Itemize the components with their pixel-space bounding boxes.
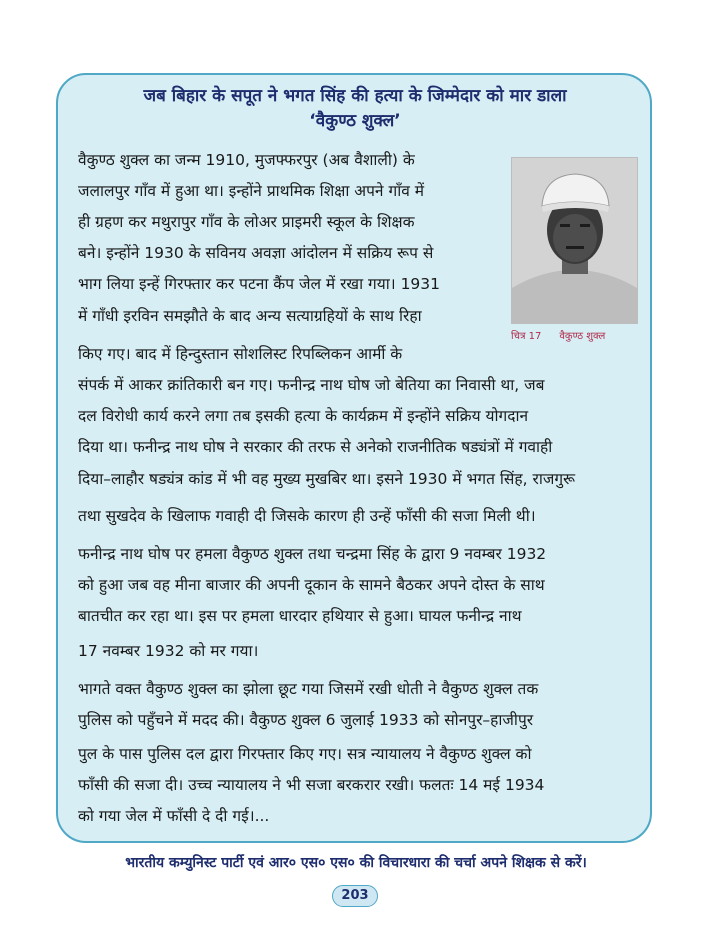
text-line: में गाँधी इरविन समझौते के बाद अन्य सत्याग्रहियों के साथ रिहा xyxy=(78,307,422,325)
text-line: पुल के पास पुलिस दल द्वारा गिरफ्तार किए गए। सत्र न्यायालय ने वैकुण्ठ शुक्ल को xyxy=(78,745,532,763)
text-line: भागते वक्त वैकुण्ठ शुक्ल का झोला छूट गया जिसमें रखी धोती ने वैकुण्ठ शुक्ल तक xyxy=(78,680,539,698)
heading-line-2: ‘वैकुण्ठ शुक्ल’ xyxy=(309,111,401,131)
text-line: संपर्क में आकर क्रांतिकारी बन गए। फनीन्द्र नाथ घोष जो बेतिया का निवासी था, जब xyxy=(78,376,545,394)
portrait-photo xyxy=(511,157,638,324)
figure-caption xyxy=(511,330,638,344)
text-line: को हुआ जब वह मीना बाजार की अपनी दूकान के सामने बैठकर अपने दोस्त के साथ xyxy=(78,576,545,594)
text-line: बातचीत कर रहा था। इस पर हमला धारदार हथियार से हुआ। घायल फनीन्द्र नाथ xyxy=(78,607,522,625)
text-line: बने। इन्होंने 1930 के सविनय अवज्ञा आंदोलन में सक्रिय रूप से xyxy=(78,244,434,262)
text-line: को गया जेल में फाँसी दे दी गई।... xyxy=(78,807,270,825)
activity-note: भारतीय कम्युनिस्ट पार्टी एवं आर० एस० एस० की विचारधारा की चर्चा अपने शिक्षक से करें। xyxy=(125,855,587,871)
text-line: तथा सुखदेव के खिलाफ गवाही दी जिसके कारण ही उन्हें फाँसी की सजा मिली थी। xyxy=(78,507,536,525)
text-line: पुलिस को पहुँचने में मदद की। वैकुण्ठ शुक्ल 6 जुलाई 1933 को सोनपुर–हाजीपुर xyxy=(78,711,534,729)
page-number: 203 xyxy=(332,885,378,907)
figure-number: चित्र 17 xyxy=(511,331,542,342)
text-line: भाग लिया इन्हें गिरफ्तार कर पटना कैंप जेल में रखा गया। 1931 xyxy=(78,275,441,293)
text-line: ही ग्रहण कर मथुरापुर गाँव के लोअर प्राइमरी स्कूल के शिक्षक xyxy=(78,213,415,231)
text-line: फाँसी की सजा दी। उच्च न्यायालय ने भी सजा बरकरार रखी। फलतः 14 मई 1934 xyxy=(78,776,545,794)
text-line: 17 नवम्बर 1932 को मर गया। xyxy=(78,642,259,660)
text-line: दल विरोधी कार्य करने लगा तब इसकी हत्या के कार्यक्रम में इन्होंने सक्रिय योगदान xyxy=(78,407,529,425)
text-line: दिया था। फनीन्द्र नाथ घोष ने सरकार की तरफ से अनेको राजनीतिक षड्यंत्रों में गवाही xyxy=(78,438,553,456)
text-line: वैकुण्ठ शुक्ल का जन्म 1910, मुजफ्फरपुर (अब वैशाली) के xyxy=(78,151,415,169)
text-line: जलालपुर गाँव में हुआ था। इन्होंने प्राथमिक शिक्षा अपने गाँव में xyxy=(78,182,425,200)
page-heading xyxy=(62,84,648,134)
heading-line-1: जब बिहार के सपूत ने भगत सिंह की हत्या के जिम्मेदार को मार डाला xyxy=(143,86,567,106)
text-line: किए गए। बाद में हिन्दुस्तान सोशलिस्ट रिपब्लिकन आर्मी के xyxy=(78,345,403,363)
text-line: फनीन्द्र नाथ घोष पर हमला वैकुण्ठ शुक्ल तथा चन्द्रमा सिंह के द्वारा 9 नवम्बर 1932 xyxy=(78,545,547,563)
portrait-illustration xyxy=(512,158,637,323)
text-line: दिया–लाहौर षड्यंत्र कांड में भी वह मुख्य मुखबिर था। इसने 1930 में भगत सिंह, राजगुरू xyxy=(78,470,576,488)
figure-caption-text: वैकुण्ठ शुक्ल xyxy=(559,331,606,342)
